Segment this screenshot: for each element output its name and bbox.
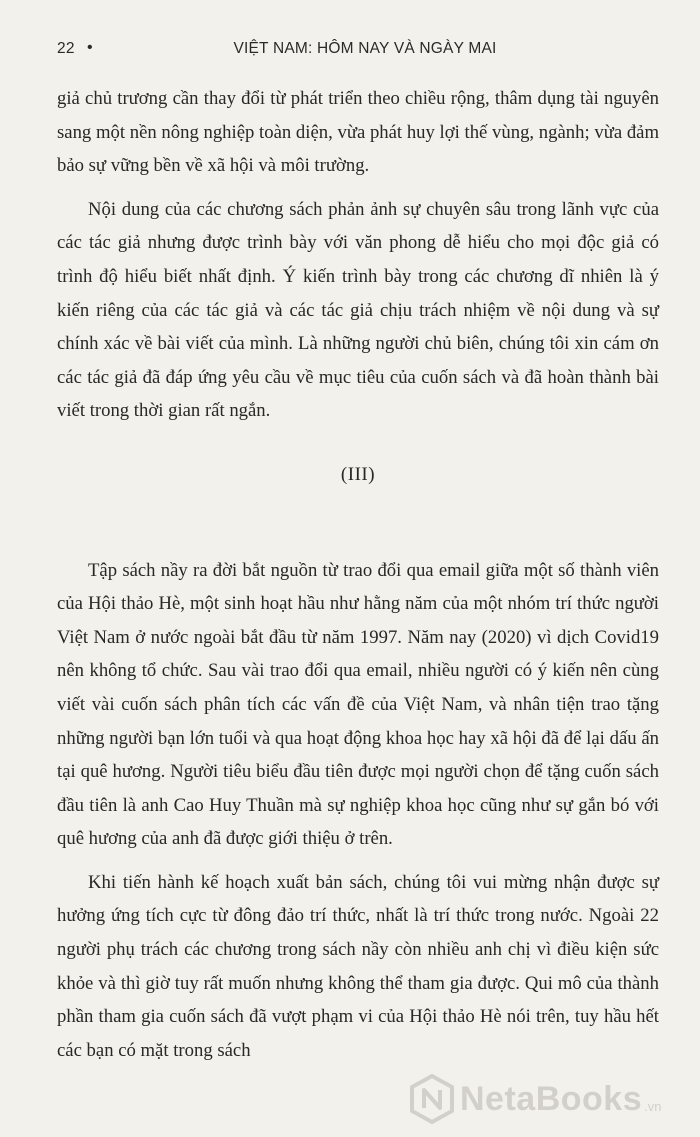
paragraph: Tập sách nầy ra đời bắt nguồn từ trao đổi qua email giữa một số thành viên của Hội thảo Hè, một sinh hoạt hầu như hằng năm của một nhóm trí thức người Việt Nam ở nước ngoài bắt đầu từ năm 1997. Năm nay (2020) vì dịch Covid19 nên không tổ chức. Sau vài trao đổi qua email, nhiều người có ý kiến nên cùng viết vài cuốn sách phân tích các vấn đề của Việt Nam, và nhân tiện trao tặng những người bạn lớn tuổi và qua hoạt động khoa học hay xã hội đã để lại dấu ấn tại quê hương. Người tiêu biểu đầu tiên được mọi người chọn để tặng cuốn sách đầu tiên là anh Cao Huy Thuần mà sự nghiệp khoa học cũng như sự gắn bó với quê hương của anh đã được giới thiệu ở trên. [57,559,659,850]
paragraph: Nội dung của các chương sách phản ảnh sự chuyên sâu trong lãnh vực của các tác giả nhưng được trình bày với văn phong dễ hiểu cho mọi độc giả có trình độ hiểu biết nhất định. Ý kiến trình bày trong các chương dĩ nhiên là ý kiến riêng của các tác giả và các tác giả chịu trách nhiệm về nội dung và sự chính xác về bài viết của mình. Là những người chủ biên, chúng tôi xin cám ơn các tác giả đã đáp ứng yêu cầu về mục tiêu của cuốn sách và đã hoàn thành bài viết trong thời gian rất ngắn. [57,198,659,422]
page-number: 22 [57,40,75,57]
page-body [57,82,659,1067]
watermark-brand: NetaBooks [460,1079,643,1118]
section-heading: (III) [340,463,376,485]
running-header [0,40,700,70]
paragraph-continuation: giả chủ trương cần thay đổi từ phát triển theo chiều rộng, thâm dụng tài nguyên sang một nền nông nghiệp toàn diện, vừa phát huy lợi thế vùng, ngành; vừa đảm bảo sự vững bền về xã hội và môi trường. [57,88,659,177]
paragraph: Khi tiến hành kế hoạch xuất bản sách, chúng tôi vui mừng nhận được sự hưởng ứng tích cực từ đông đảo trí thức, nhất là trí thức trong nước. Ngoài 22 người phụ trách các chương trong sách nầy còn nhiều anh chị vì điều kiện sức khỏe và thì giờ tuy rất muốn nhưng không thể tham gia được. Qui mô của thành phần tham gia cuốn sách đã vượt phạm vi của Hội thảo Hè nói trên, tuy hầu hết các bạn có mặt trong sách [57,871,659,1061]
publisher-watermark [410,1069,690,1129]
book-title: VIỆT NAM: HÔM NAY VÀ NGÀY MAI [233,40,497,57]
watermark-tld: .vn [644,1098,662,1114]
header-separator: • [87,39,93,56]
netabooks-logo-icon [410,1074,454,1124]
